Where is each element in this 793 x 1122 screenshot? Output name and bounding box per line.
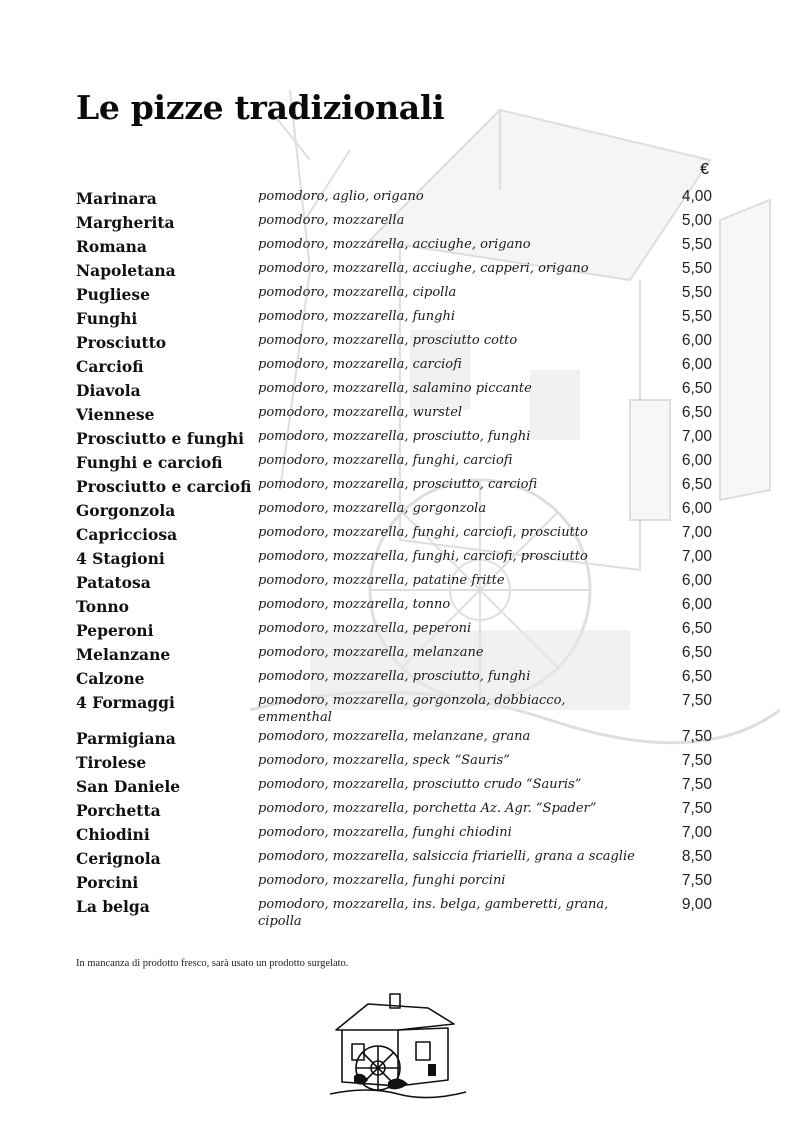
menu-item xyxy=(76,498,712,522)
pizza-ingredients: pomodoro, mozzarella, ins. belga, gamberetti, grana, cipolla xyxy=(258,897,609,929)
pizza-name: Porcini xyxy=(76,873,139,892)
pizza-price: 6,00 xyxy=(681,596,712,613)
pizza-ingredients: pomodoro, mozzarella, funghi porcini xyxy=(258,873,506,888)
currency-symbol: € xyxy=(700,161,709,178)
menu-item xyxy=(76,546,712,570)
pizza-name: Carciofi xyxy=(76,357,144,376)
menu-item xyxy=(76,642,712,666)
menu-item xyxy=(76,870,712,894)
pizza-name: Porchetta xyxy=(76,801,161,820)
pizza-ingredients: pomodoro, mozzarella, cipolla xyxy=(258,285,457,300)
pizza-name: Prosciutto xyxy=(76,333,167,352)
pizza-ingredients: pomodoro, mozzarella, speck “Sauris” xyxy=(258,753,510,768)
pizza-price: 5,50 xyxy=(681,308,712,325)
pizza-ingredients: pomodoro, mozzarella, peperoni xyxy=(258,621,472,636)
pizza-price: 6,50 xyxy=(681,644,712,661)
pizza-price: 6,00 xyxy=(681,332,712,349)
pizza-price: 8,50 xyxy=(681,848,712,865)
menu-item xyxy=(76,822,712,846)
pizza-price: 6,50 xyxy=(681,668,712,685)
pizza-ingredients: pomodoro, mozzarella, melanzane, grana xyxy=(258,729,531,744)
pizza-price: 7,50 xyxy=(681,800,712,817)
pizza-name: Capricciosa xyxy=(76,525,178,544)
pizza-price: 7,00 xyxy=(681,524,712,541)
pizza-price: 4,00 xyxy=(681,188,712,205)
menu-item xyxy=(76,426,712,450)
pizza-ingredients: pomodoro, mozzarella, prosciutto crudo “Sauris” xyxy=(258,777,582,792)
menu-item xyxy=(76,474,712,498)
pizza-price: 5,50 xyxy=(681,284,712,301)
pizza-ingredients: pomodoro, mozzarella, acciughe, capperi, origano xyxy=(258,261,589,276)
pizza-name: Prosciutto e funghi xyxy=(76,429,244,448)
pizza-price: 5,50 xyxy=(681,260,712,277)
menu-item xyxy=(76,570,712,594)
pizza-price: 6,50 xyxy=(681,404,712,421)
menu-item xyxy=(76,306,712,330)
pizza-name: Chiodini xyxy=(76,825,150,844)
pizza-price: 7,00 xyxy=(681,548,712,565)
menu-item xyxy=(76,666,712,690)
menu-item xyxy=(76,690,712,726)
pizza-price: 7,50 xyxy=(681,776,712,793)
menu-item xyxy=(76,378,712,402)
menu-item xyxy=(76,402,712,426)
pizza-ingredients: pomodoro, mozzarella, prosciutto, carciofi xyxy=(258,477,538,492)
pizza-price: 6,50 xyxy=(681,620,712,637)
pizza-price: 6,50 xyxy=(681,476,712,493)
pizza-price: 5,00 xyxy=(681,212,712,229)
pizza-price: 6,00 xyxy=(681,572,712,589)
menu-item xyxy=(76,354,712,378)
watermill-logo xyxy=(328,990,468,1100)
pizza-name: 4 Formaggi xyxy=(76,693,175,712)
pizza-name: 4 Stagioni xyxy=(76,549,165,568)
pizza-name: Calzone xyxy=(76,669,145,688)
pizza-name: Peperoni xyxy=(76,621,154,640)
menu-item xyxy=(76,258,712,282)
pizza-name: Funghi e carciofi xyxy=(76,453,223,472)
pizza-name: Tonno xyxy=(76,597,129,616)
pizza-price: 6,50 xyxy=(681,380,712,397)
menu-item xyxy=(76,798,712,822)
pizza-name: Parmigiana xyxy=(76,729,176,748)
pizza-price: 7,00 xyxy=(681,824,712,841)
menu-item xyxy=(76,750,712,774)
pizza-ingredients: pomodoro, mozzarella, funghi chiodini xyxy=(258,825,512,840)
menu-item xyxy=(76,234,712,258)
pizza-ingredients: pomodoro, mozzarella, prosciutto, funghi xyxy=(258,429,531,444)
pizza-name: Funghi xyxy=(76,309,138,328)
pizza-name: La belga xyxy=(76,897,150,916)
pizza-ingredients: pomodoro, mozzarella, acciughe, origano xyxy=(258,237,531,252)
pizza-ingredients: pomodoro, mozzarella, salamino piccante xyxy=(258,381,532,396)
pizza-price: 5,50 xyxy=(681,236,712,253)
pizza-ingredients: pomodoro, mozzarella, carciofi xyxy=(258,357,462,372)
pizza-ingredients: pomodoro, mozzarella, porchetta Az. Agr. “Spader” xyxy=(258,801,597,816)
page-title: Le pizze tradizionali xyxy=(76,88,445,127)
pizza-ingredients: pomodoro, mozzarella, gorgonzola, dobbiacco, emmenthal xyxy=(258,693,566,725)
pizza-name: Napoletana xyxy=(76,261,176,280)
menu-item xyxy=(76,894,712,930)
pizza-ingredients: pomodoro, mozzarella, melanzane xyxy=(258,645,484,660)
pizza-ingredients: pomodoro, mozzarella, gorgonzola xyxy=(258,501,487,516)
pizza-price: 7,50 xyxy=(681,728,712,745)
pizza-name: Prosciutto e carciofi xyxy=(76,477,252,496)
pizza-ingredients: pomodoro, mozzarella xyxy=(258,213,405,228)
pizza-name: Tirolese xyxy=(76,753,147,772)
pizza-price: 9,00 xyxy=(681,896,712,913)
pizza-name: Cerignola xyxy=(76,849,161,868)
pizza-ingredients: pomodoro, aglio, origano xyxy=(258,189,424,204)
pizza-ingredients: pomodoro, mozzarella, salsiccia friarielli, grana a scaglie xyxy=(258,849,635,864)
pizza-ingredients: pomodoro, mozzarella, prosciutto cotto xyxy=(258,333,518,348)
frozen-product-footnote: In mancanza di prodotto fresco, sarà usato un prodotto surgelato. xyxy=(76,958,349,969)
pizza-ingredients: pomodoro, mozzarella, patatine fritte xyxy=(258,573,505,588)
menu-item xyxy=(76,726,712,750)
menu-item xyxy=(76,210,712,234)
menu-item xyxy=(76,774,712,798)
pizza-ingredients: pomodoro, mozzarella, funghi, carciofi xyxy=(258,453,513,468)
pizza-ingredients: pomodoro, mozzarella, funghi, carciofi, prosciutto xyxy=(258,549,588,564)
menu-item xyxy=(76,282,712,306)
pizza-name: Gorgonzola xyxy=(76,501,176,520)
pizza-price: 7,50 xyxy=(681,692,712,709)
menu-item xyxy=(76,594,712,618)
pizza-name: Diavola xyxy=(76,381,141,400)
pizza-ingredients: pomodoro, mozzarella, wurstel xyxy=(258,405,463,420)
pizza-name: Pugliese xyxy=(76,285,150,304)
pizza-price: 7,50 xyxy=(681,752,712,769)
pizza-name: Patatosa xyxy=(76,573,151,592)
menu-item xyxy=(76,186,712,210)
menu-item xyxy=(76,846,712,870)
pizza-name: Marinara xyxy=(76,189,157,208)
pizza-name: San Daniele xyxy=(76,777,181,796)
menu-item xyxy=(76,618,712,642)
pizza-name: Viennese xyxy=(76,405,155,424)
pizza-price: 6,00 xyxy=(681,356,712,373)
menu-item xyxy=(76,522,712,546)
pizza-ingredients: pomodoro, mozzarella, funghi xyxy=(258,309,456,324)
pizza-ingredients: pomodoro, mozzarella, prosciutto, funghi xyxy=(258,669,531,684)
pizza-price: 6,00 xyxy=(681,500,712,517)
pizza-ingredients: pomodoro, mozzarella, funghi, carciofi, prosciutto xyxy=(258,525,588,540)
pizza-ingredients: pomodoro, mozzarella, tonno xyxy=(258,597,451,612)
pizza-price: 7,50 xyxy=(681,872,712,889)
pizza-name: Romana xyxy=(76,237,147,256)
pizza-name: Melanzane xyxy=(76,645,171,664)
menu-item xyxy=(76,330,712,354)
pizza-name: Margherita xyxy=(76,213,175,232)
pizza-menu-list xyxy=(76,186,712,930)
menu-item xyxy=(76,450,712,474)
pizza-price: 7,00 xyxy=(681,428,712,445)
pizza-price: 6,00 xyxy=(681,452,712,469)
